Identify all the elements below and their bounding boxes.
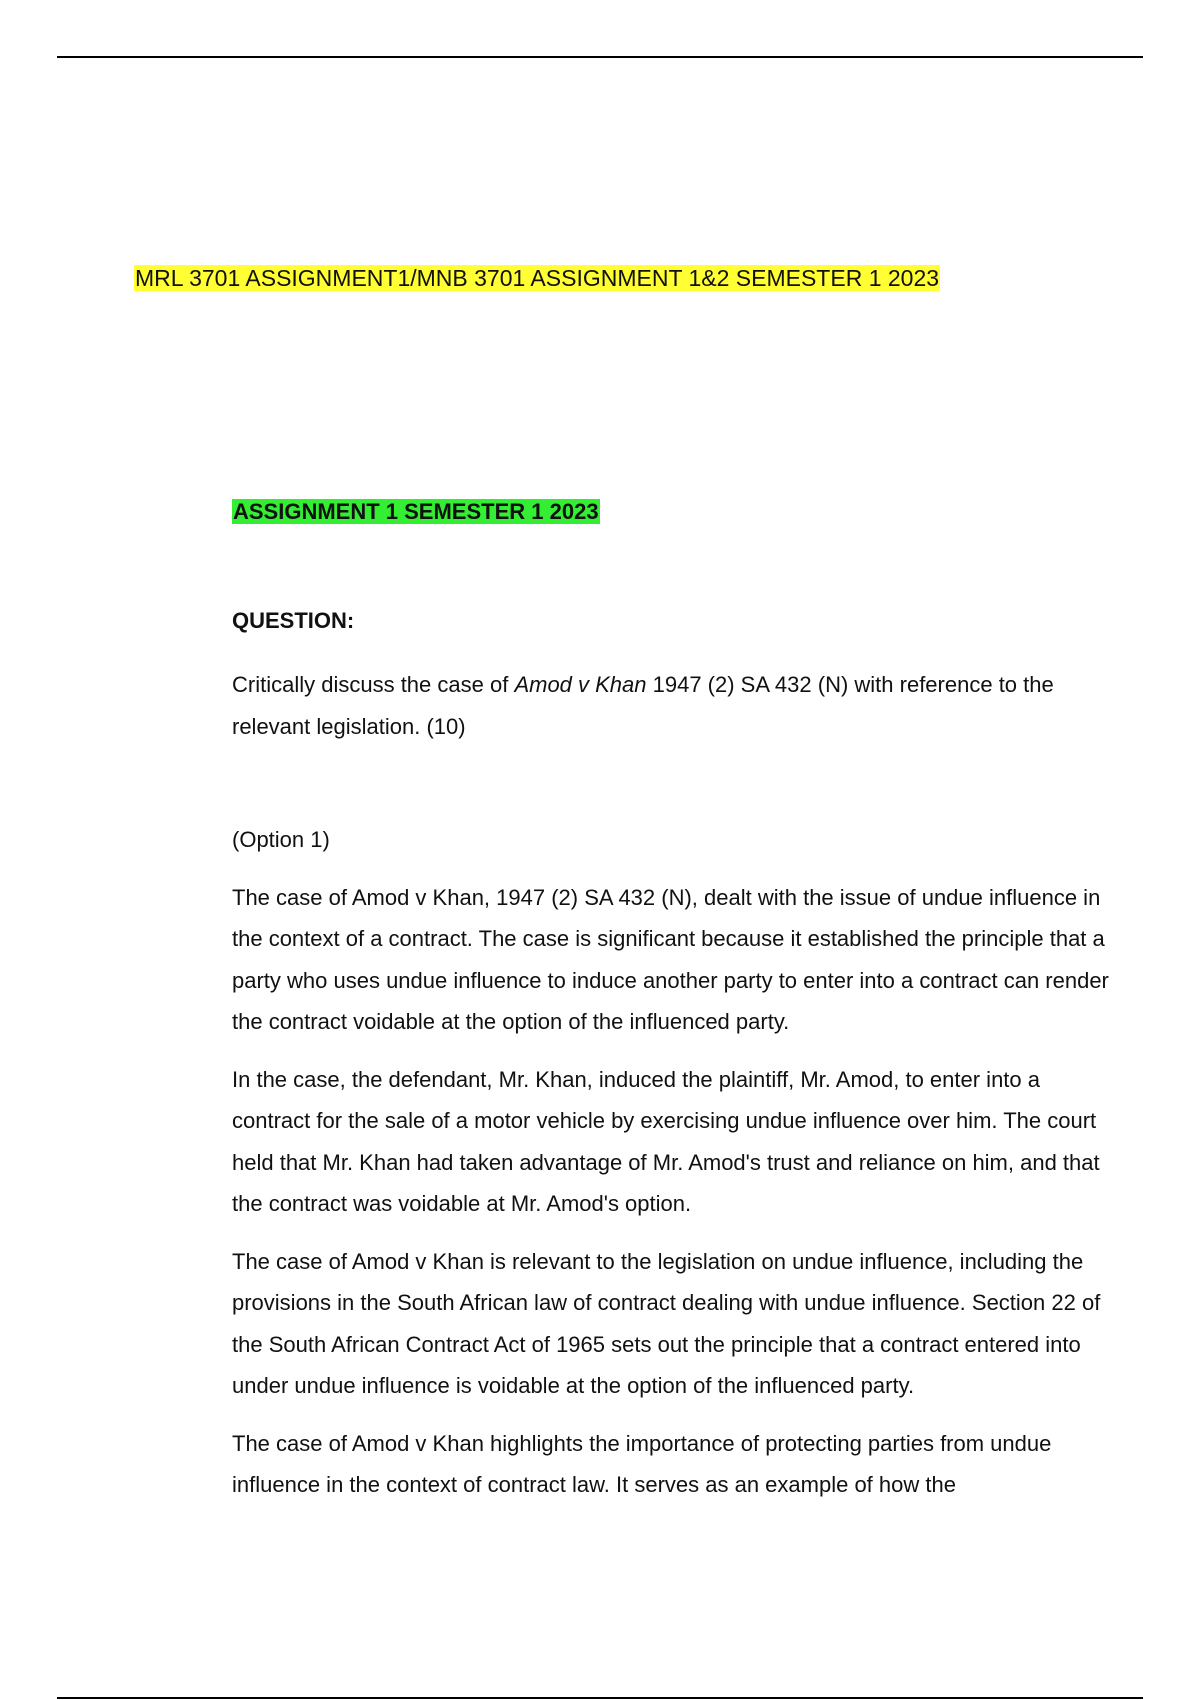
answer-paragraph: The case of Amod v Khan highlights the importance of protecting parties from undue influence in the context of contract law. It serves as an example of how the (232, 1430, 1052, 1497)
answer-paragraph: In the case, the defendant, Mr. Khan, induced the plaintiff, Mr. Amod, to enter into a contract for the sale of a motor vehicle by exercising undue influence over him. The court held that Mr. Khan had taken advantage of Mr. Amod's trust and reliance on him, and that the contract was voidable at Mr. Amod's option. (232, 1066, 1100, 1216)
section-heading-highlight: ASSIGNMENT 1 SEMESTER 1 2023 (233, 499, 599, 524)
case-name: Amod v Khan (514, 672, 647, 697)
top-rule (57, 56, 1143, 58)
document-title (134, 264, 940, 293)
document-body (232, 497, 1112, 1506)
answer-paragraph: The case of Amod v Khan, 1947 (2) SA 432 (N), dealt with the issue of undue influence in the context of a contract. The case is significant because it established the principle that a party who uses undue influence to induce another party to enter into a contract can render the contract voidable at the option of the influenced party. (232, 884, 1109, 1034)
bottom-rule (57, 1697, 1143, 1699)
question-text-before: Critically discuss the case of (232, 672, 515, 697)
answer-paragraph: The case of Amod v Khan is relevant to the legislation on undue influence, including the provisions in the South African law of contract dealing with undue influence. Section 22 of the South African Contract Act of 1965 sets out the principle that a contract entered into under undue influence is voidable at the option of the influenced party. (232, 1248, 1101, 1398)
section-heading (232, 497, 1112, 527)
question-text-after: 1947 (2) SA 432 (N) with reference to the relevant legislation. (10) (232, 672, 1054, 739)
question-label: QUESTION: (232, 608, 355, 633)
question-text (232, 664, 1112, 747)
option-label: (Option 1) (232, 827, 330, 852)
title-highlight: MRL 3701 ASSIGNMENT1/MNB 3701 ASSIGNMENT 1&2 SEMESTER 1 2023 (135, 265, 940, 291)
